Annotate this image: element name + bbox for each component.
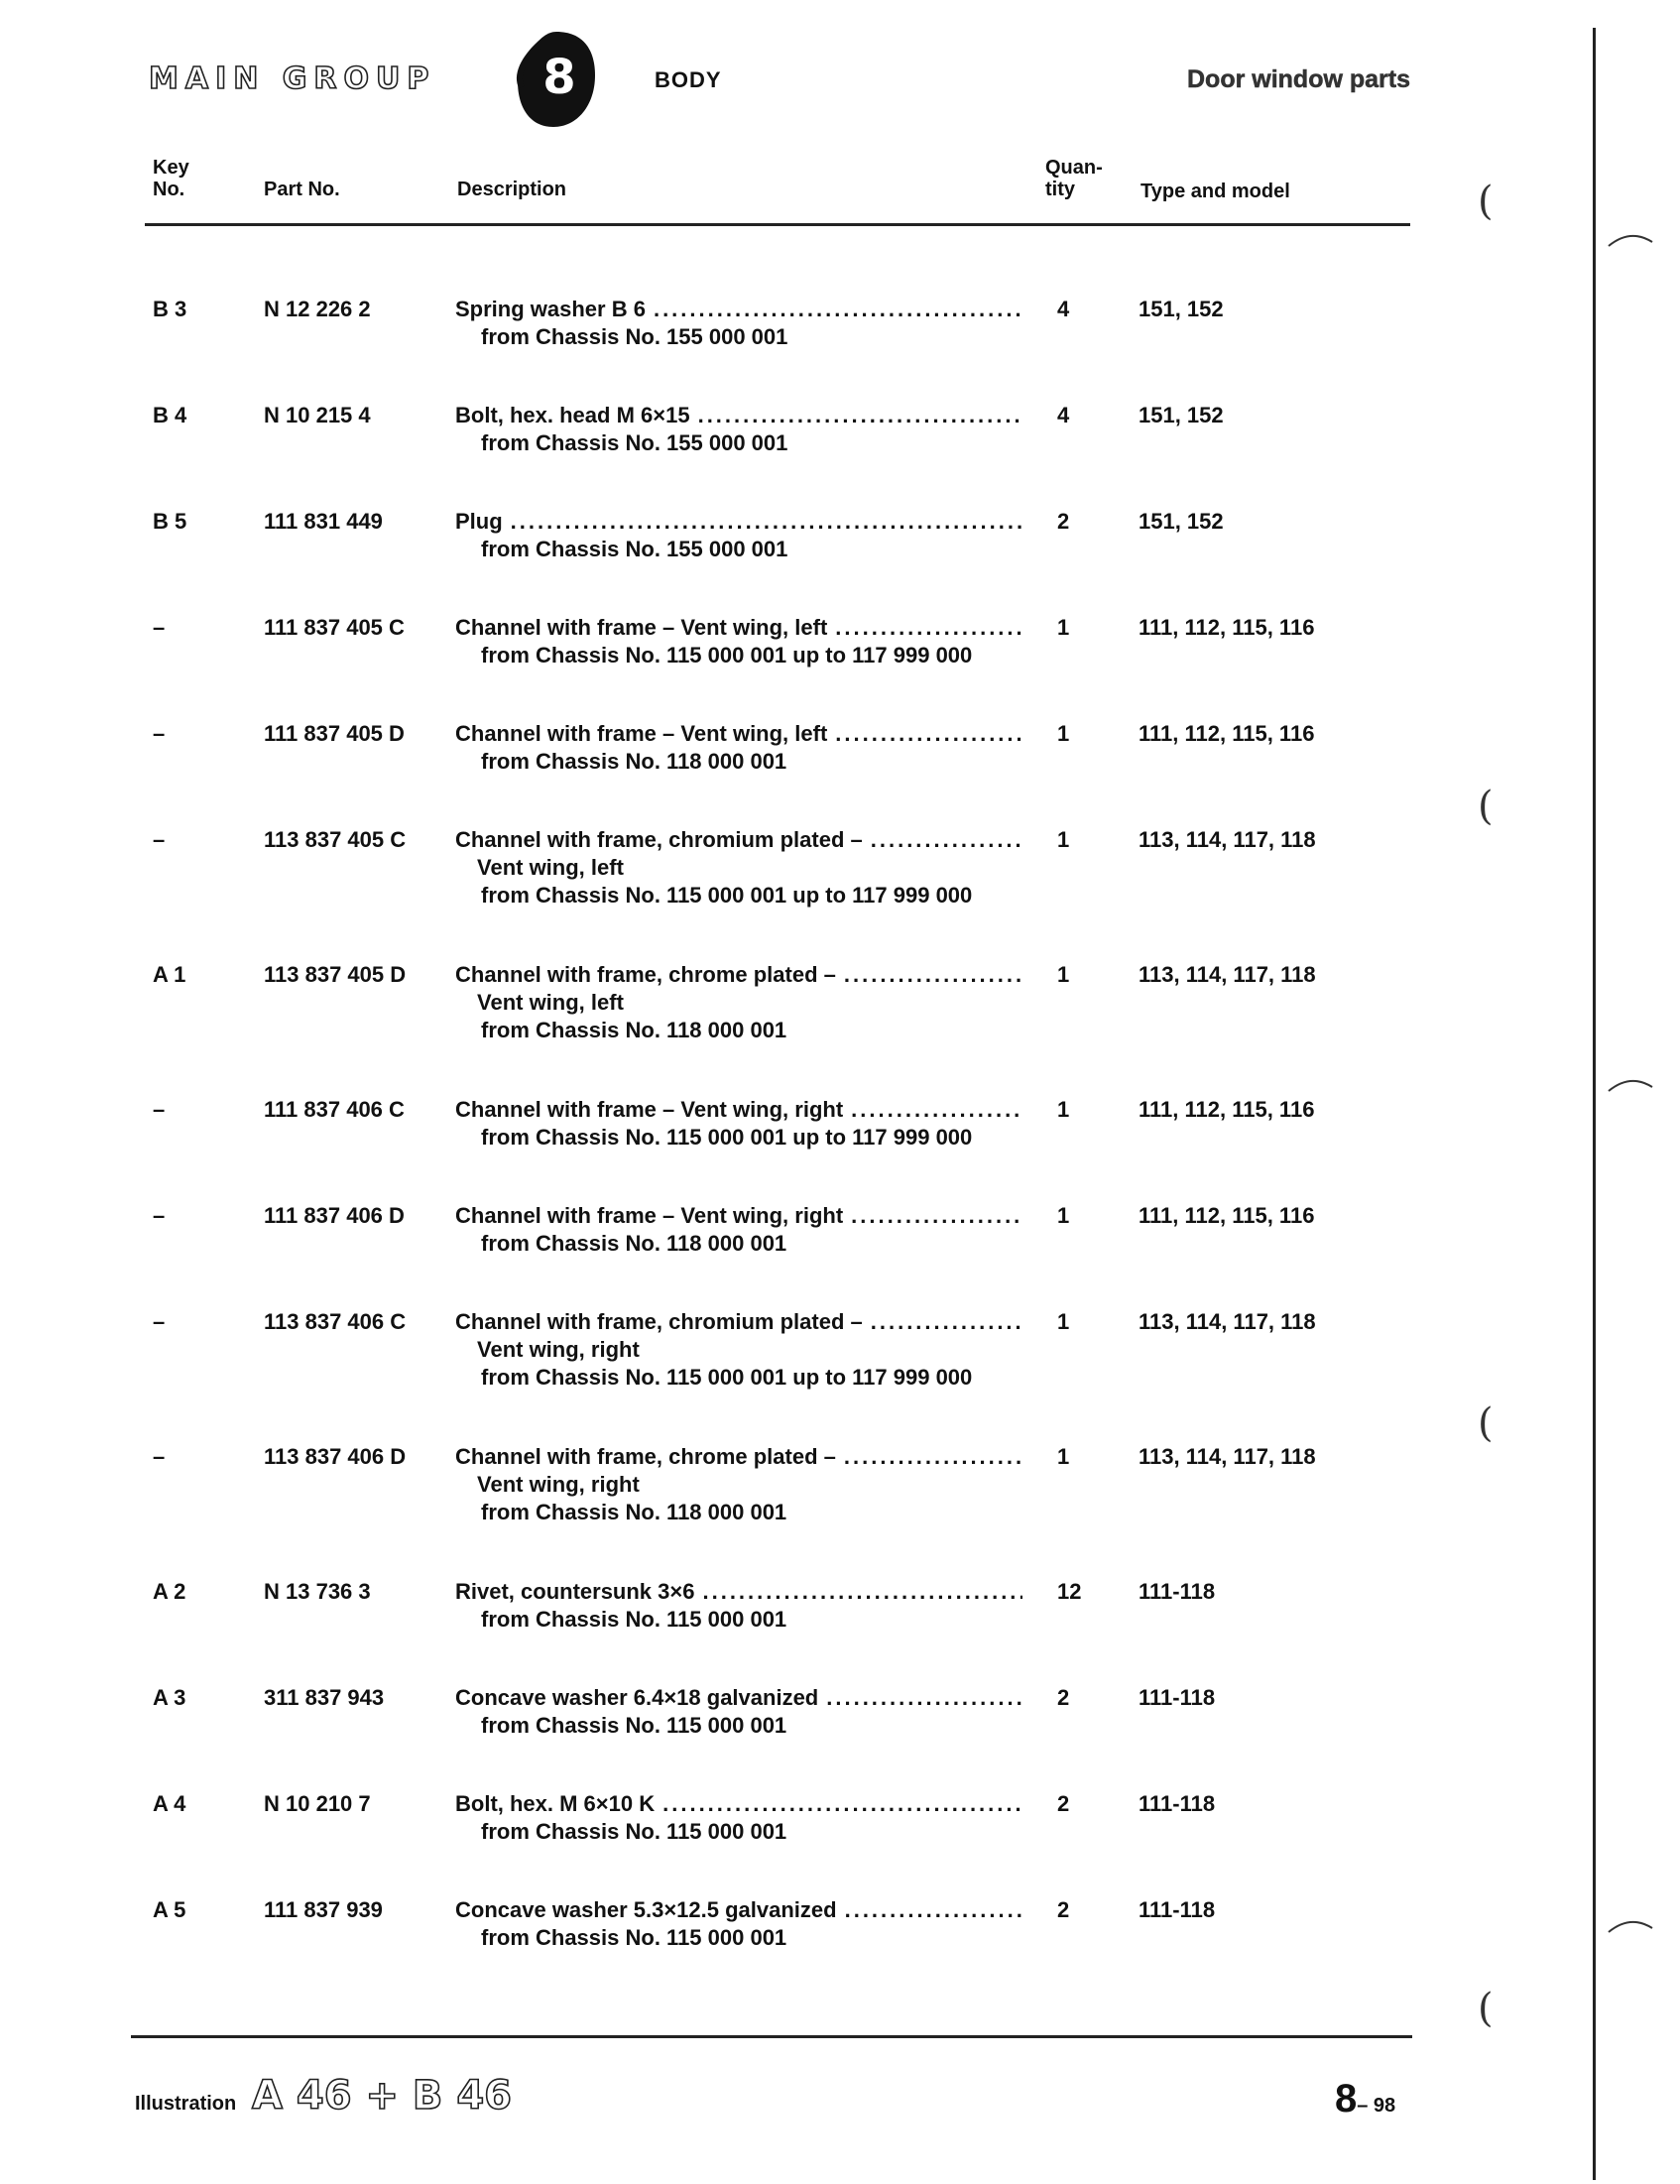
part-no: N 10 210 7 — [264, 1791, 371, 1816]
table-row — [0, 1308, 1680, 1443]
main-group-title: MAIN GROUP — [149, 61, 436, 96]
description-sub: from Chassis No. 115 000 001 — [481, 1607, 787, 1632]
quantity: 1 — [1057, 615, 1070, 640]
description-main: Channel with frame, chromium plated – — [455, 827, 863, 852]
quantity: 1 — [1057, 962, 1070, 987]
description — [455, 826, 1022, 910]
quantity: 2 — [1057, 1897, 1070, 1922]
table-row — [0, 1896, 1680, 2002]
quantity: 2 — [1057, 1791, 1070, 1816]
key-no: – — [153, 615, 166, 640]
quantity: 1 — [1057, 1444, 1070, 1469]
table-row — [0, 1790, 1680, 1896]
description-sub: from Chassis No. 118 000 001 — [481, 749, 787, 774]
description-main: Channel with frame, chrome plated – — [455, 1444, 836, 1469]
description — [455, 614, 1022, 669]
description-sub: from Chassis No. 115 000 001 — [481, 1819, 787, 1844]
part-no: 311 837 943 — [264, 1685, 385, 1710]
description-main: Channel with frame, chromium plated – — [455, 1309, 863, 1334]
quantity: 1 — [1057, 721, 1070, 746]
key-no: A 4 — [153, 1791, 186, 1816]
quantity: 2 — [1057, 509, 1070, 534]
quantity: 1 — [1057, 827, 1070, 852]
description — [455, 720, 1022, 776]
margin-mark: ( — [1478, 784, 1494, 829]
page-number-minor: – 98 — [1357, 2095, 1396, 2117]
description-sub: from Chassis No. 118 000 001 — [481, 1018, 787, 1042]
quantity: 1 — [1057, 1203, 1070, 1228]
quantity: 2 — [1057, 1685, 1070, 1710]
table-row — [0, 1578, 1680, 1684]
col-header-key-no: Key No. — [153, 157, 189, 200]
type-model: 111, 112, 115, 116 — [1139, 1097, 1315, 1122]
key-no: A 1 — [153, 962, 186, 987]
dot-leader — [662, 1790, 1022, 1818]
dot-leader — [698, 402, 1022, 429]
quantity: 1 — [1057, 1309, 1070, 1334]
description — [455, 296, 1022, 351]
key-no: – — [153, 1444, 166, 1469]
key-no: – — [153, 1097, 166, 1122]
description-main: Channel with frame – Vent wing, left — [455, 721, 828, 746]
part-no: 113 837 405 D — [264, 962, 407, 987]
part-no: N 10 215 4 — [264, 403, 371, 427]
part-no: 111 837 405 D — [264, 721, 405, 746]
quantity: 4 — [1057, 297, 1070, 321]
part-no: 113 837 405 C — [264, 827, 407, 852]
quantity: 1 — [1057, 1097, 1070, 1122]
part-no: N 13 736 3 — [264, 1579, 371, 1604]
description — [455, 1202, 1022, 1258]
description — [455, 961, 1022, 1044]
table-row — [0, 961, 1680, 1096]
margin-arc-mark — [1607, 1912, 1656, 1942]
part-no: 111 837 406 C — [264, 1097, 405, 1122]
description-sub: from Chassis No. 115 000 001 up to 117 999 000 — [481, 643, 973, 667]
footer-divider — [131, 2035, 1412, 2038]
quantity: 4 — [1057, 403, 1070, 427]
description-sub: from Chassis No. 115 000 001 up to 117 999 000 — [481, 1125, 973, 1150]
type-model: 113, 114, 117, 118 — [1139, 1309, 1316, 1334]
key-no: A 3 — [153, 1685, 186, 1710]
illustration-reference: A 46 + B 46 — [252, 2073, 512, 2119]
dot-leader — [702, 1578, 1022, 1606]
description-main: Bolt, hex. head M 6×15 — [455, 403, 690, 427]
description — [455, 1443, 1022, 1526]
table-row — [0, 614, 1680, 720]
description — [455, 1896, 1022, 1952]
dot-leader — [851, 1202, 1022, 1230]
type-model: 151, 152 — [1139, 403, 1224, 427]
type-model: 113, 114, 117, 118 — [1139, 827, 1316, 852]
description-sub: from Chassis No. 118 000 001 — [481, 1500, 787, 1524]
description-sub: Vent wing, left — [477, 855, 624, 880]
illustration-label: Illustration — [135, 2093, 237, 2115]
type-model: 111-118 — [1139, 1579, 1216, 1604]
key-no: A 2 — [153, 1579, 186, 1604]
key-no: – — [153, 1309, 166, 1334]
group-number-badge — [514, 28, 599, 131]
description-sub: from Chassis No. 155 000 001 — [481, 537, 788, 561]
description-sub: Vent wing, right — [477, 1472, 640, 1497]
description-main: Rivet, countersunk 3×6 — [455, 1579, 695, 1604]
page-number-major: 8 — [1335, 2077, 1358, 2121]
description-main: Concave washer 5.3×12.5 galvanized — [455, 1897, 837, 1922]
key-no: A 5 — [153, 1897, 186, 1922]
key-no: – — [153, 1203, 166, 1228]
part-no: 111 837 939 — [264, 1897, 383, 1922]
description — [455, 402, 1022, 457]
description-main: Spring washer B 6 — [455, 297, 646, 321]
binding-edge-line — [1593, 28, 1596, 2180]
header-divider — [145, 223, 1410, 226]
dot-leader — [826, 1684, 1022, 1712]
dot-leader — [845, 1896, 1022, 1924]
col-header-quantity: Quan- tity — [1045, 157, 1103, 200]
dot-leader — [844, 1443, 1022, 1471]
description-main: Channel with frame – Vent wing, right — [455, 1097, 844, 1122]
quantity: 12 — [1057, 1579, 1082, 1604]
description-main: Concave washer 6.4×18 galvanized — [455, 1685, 819, 1710]
dot-leader — [511, 508, 1022, 536]
type-model: 111, 112, 115, 116 — [1139, 1203, 1315, 1228]
description — [455, 1308, 1022, 1392]
margin-arc-mark — [1607, 1071, 1656, 1101]
section-title: BODY — [655, 67, 722, 92]
description-main: Channel with frame – Vent wing, right — [455, 1203, 844, 1228]
col-header-description: Description — [457, 179, 567, 200]
type-model: 111, 112, 115, 116 — [1139, 721, 1315, 746]
description-sub: from Chassis No. 155 000 001 — [481, 430, 788, 455]
part-no: 111 837 406 D — [264, 1203, 405, 1228]
table-row — [0, 1443, 1680, 1578]
table-row — [0, 1202, 1680, 1308]
part-no: N 12 226 2 — [264, 297, 371, 321]
description-main: Channel with frame – Vent wing, left — [455, 615, 828, 640]
table-row — [0, 1096, 1680, 1202]
table-row — [0, 402, 1680, 508]
table-row — [0, 1684, 1680, 1790]
key-no: B 3 — [153, 297, 187, 321]
margin-mark: ( — [1478, 1986, 1494, 2031]
dot-leader — [871, 826, 1022, 854]
description-main: Bolt, hex. M 6×10 K — [455, 1791, 656, 1816]
description-sub: from Chassis No. 115 000 001 up to 117 999 000 — [481, 883, 973, 908]
margin-mark: ( — [1478, 179, 1494, 224]
description-main: Plug — [455, 509, 503, 534]
dot-leader — [835, 614, 1022, 642]
type-model: 111, 112, 115, 116 — [1139, 615, 1315, 640]
part-no: 113 837 406 C — [264, 1309, 407, 1334]
table-row — [0, 296, 1680, 402]
description — [455, 1684, 1022, 1740]
type-model: 111-118 — [1139, 1897, 1216, 1922]
description — [455, 1096, 1022, 1152]
description-sub: Vent wing, left — [477, 990, 624, 1015]
table-row — [0, 720, 1680, 826]
part-no: 113 837 406 D — [264, 1444, 407, 1469]
type-model: 151, 152 — [1139, 297, 1224, 321]
description-sub: from Chassis No. 115 000 001 up to 117 999 000 — [481, 1365, 973, 1390]
table-row — [0, 826, 1680, 961]
col-header-part-no: Part No. — [264, 179, 340, 200]
key-no: – — [153, 827, 166, 852]
dot-leader — [844, 961, 1022, 989]
margin-mark: ( — [1478, 1400, 1494, 1446]
type-model: 113, 114, 117, 118 — [1139, 962, 1316, 987]
description-sub: from Chassis No. 155 000 001 — [481, 324, 788, 349]
type-model: 113, 114, 117, 118 — [1139, 1444, 1316, 1469]
description — [455, 1790, 1022, 1846]
description-sub: from Chassis No. 118 000 001 — [481, 1231, 787, 1256]
description-sub: Vent wing, right — [477, 1337, 640, 1362]
key-no: – — [153, 721, 166, 746]
group-number: 8 — [542, 50, 576, 105]
type-model: 111-118 — [1139, 1791, 1216, 1816]
subsection-title: Door window parts — [1187, 65, 1410, 93]
group-badge-icon — [514, 28, 599, 131]
description — [455, 1578, 1022, 1634]
col-header-type-model: Type and model — [1140, 181, 1290, 202]
page-number — [1335, 2077, 1395, 2122]
part-no: 111 831 449 — [264, 509, 383, 534]
key-no: B 4 — [153, 403, 187, 427]
table-row — [0, 508, 1680, 614]
dot-leader — [835, 720, 1022, 748]
dot-leader — [654, 296, 1022, 323]
parts-table — [0, 296, 1680, 2002]
dot-leader — [871, 1308, 1022, 1336]
description-sub: from Chassis No. 115 000 001 — [481, 1713, 787, 1738]
part-no: 111 837 405 C — [264, 615, 405, 640]
type-model: 151, 152 — [1139, 509, 1224, 534]
type-model: 111-118 — [1139, 1685, 1216, 1710]
dot-leader — [851, 1096, 1022, 1124]
description — [455, 508, 1022, 563]
description-sub: from Chassis No. 115 000 001 — [481, 1925, 787, 1950]
description-main: Channel with frame, chrome plated – — [455, 962, 836, 987]
key-no: B 5 — [153, 509, 187, 534]
margin-arc-mark — [1607, 226, 1656, 256]
